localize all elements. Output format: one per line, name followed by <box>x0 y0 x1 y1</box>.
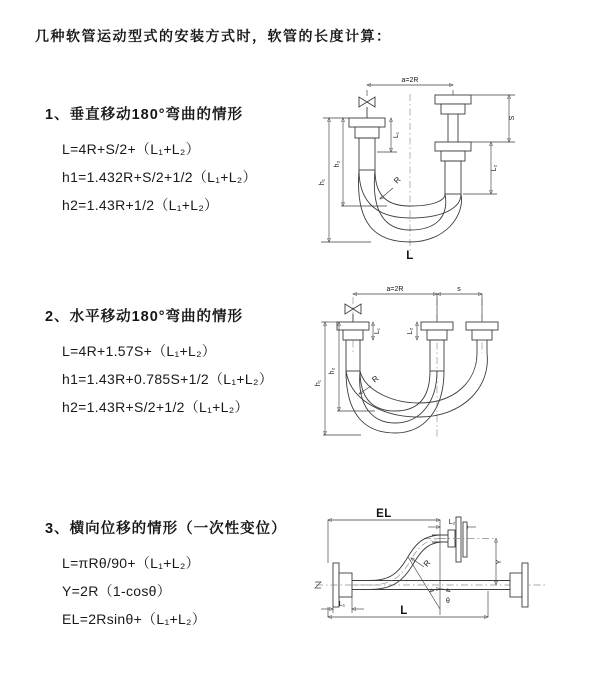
diagram-lateral-displacement <box>300 505 600 657</box>
flange-hub <box>427 330 447 340</box>
flange <box>456 517 461 562</box>
formula-line: EL=2Rsinθ+（L₁+L₂） <box>62 611 207 627</box>
dim-label-fit-right: L₂ <box>491 164 498 172</box>
formula-line: Y=2R（1-cosθ） <box>62 583 172 599</box>
flange-hub <box>472 330 492 340</box>
formula-line: L=πRθ/90+（L₁+L₂） <box>62 555 200 571</box>
document-title: 几种软管运动型式的安装方式时，软管的长度计算： <box>35 28 392 44</box>
dim-label-radius: R <box>392 175 403 186</box>
section-heading: 3、横向位移的情形（一次性变位） <box>45 521 287 537</box>
flange-hub <box>441 151 465 161</box>
section-horizontal-180 <box>45 305 273 421</box>
flange <box>349 118 385 127</box>
dim-label-theta: θ <box>446 598 450 605</box>
formula-line: h2=1.43R+1/2（L₁+L₂） <box>62 197 219 213</box>
dim-label-fit-left: L₁ <box>393 131 400 139</box>
valve-icon <box>359 97 375 118</box>
flange <box>435 95 471 104</box>
dim-label-radius: R <box>421 558 433 569</box>
dim-label-travel: s <box>457 286 461 293</box>
dim-label-h-inner: h₂ <box>334 160 341 168</box>
formula-line: L=4R+S/2+（L₁+L₂） <box>62 141 200 157</box>
formula-line: h1=1.43R+0.785S+1/2（L₁+L₂） <box>62 371 273 387</box>
dim-label-el: EL <box>376 508 392 520</box>
dim-label-length: L <box>406 250 414 262</box>
hose-curves <box>346 353 487 433</box>
braided-hose <box>359 138 375 170</box>
dim-label-span: a=2R <box>386 286 404 293</box>
flange-hub <box>343 330 363 340</box>
dim-label-span: a=2R <box>401 77 419 84</box>
dim-label-y: Y <box>496 559 503 565</box>
section-heading: 1、垂直移动180°弯曲的情形 <box>45 107 244 123</box>
section-heading: 2、水平移动180°弯曲的情形 <box>45 309 244 325</box>
flange <box>522 563 528 607</box>
flange <box>463 522 467 557</box>
hose-curves <box>352 535 448 590</box>
dim-label-travel: S <box>509 115 516 121</box>
dim-label-fit-mid: L₂ <box>407 327 414 335</box>
dim-label-h-outer: h₁ <box>319 178 326 186</box>
flange <box>421 322 453 330</box>
dim-label-fit-left: L₁ <box>374 327 381 335</box>
dim-label-length: L <box>400 605 408 617</box>
formula-line: h2=1.43R+S/2+1/2（L₁+L₂） <box>62 399 249 415</box>
formula-line: L=4R+1.57S+（L₁+L₂） <box>62 343 217 359</box>
dim-label-h-outer: h₁ <box>315 379 322 387</box>
braided-hose <box>445 161 461 194</box>
flange <box>435 142 471 151</box>
diagram-horizontal-180 <box>313 283 585 461</box>
flange-hub <box>441 104 465 114</box>
flange <box>466 322 498 330</box>
dim-label-fit-top: L₂ <box>448 519 456 526</box>
flange-hub <box>510 573 522 597</box>
section-vertical-180 <box>45 103 257 219</box>
dim-label-fit-left: L₁ <box>338 601 346 608</box>
flange-hub <box>355 127 379 138</box>
dim-label-radius: R <box>370 373 381 385</box>
formula-line: h1=1.432R+S/2+1/2（L₁+L₂） <box>62 169 257 185</box>
section-lateral-displacement <box>45 517 287 633</box>
diagram-vertical-180 <box>313 66 585 262</box>
flange <box>337 322 369 330</box>
dim-label-h-inner: h₂ <box>329 367 336 375</box>
